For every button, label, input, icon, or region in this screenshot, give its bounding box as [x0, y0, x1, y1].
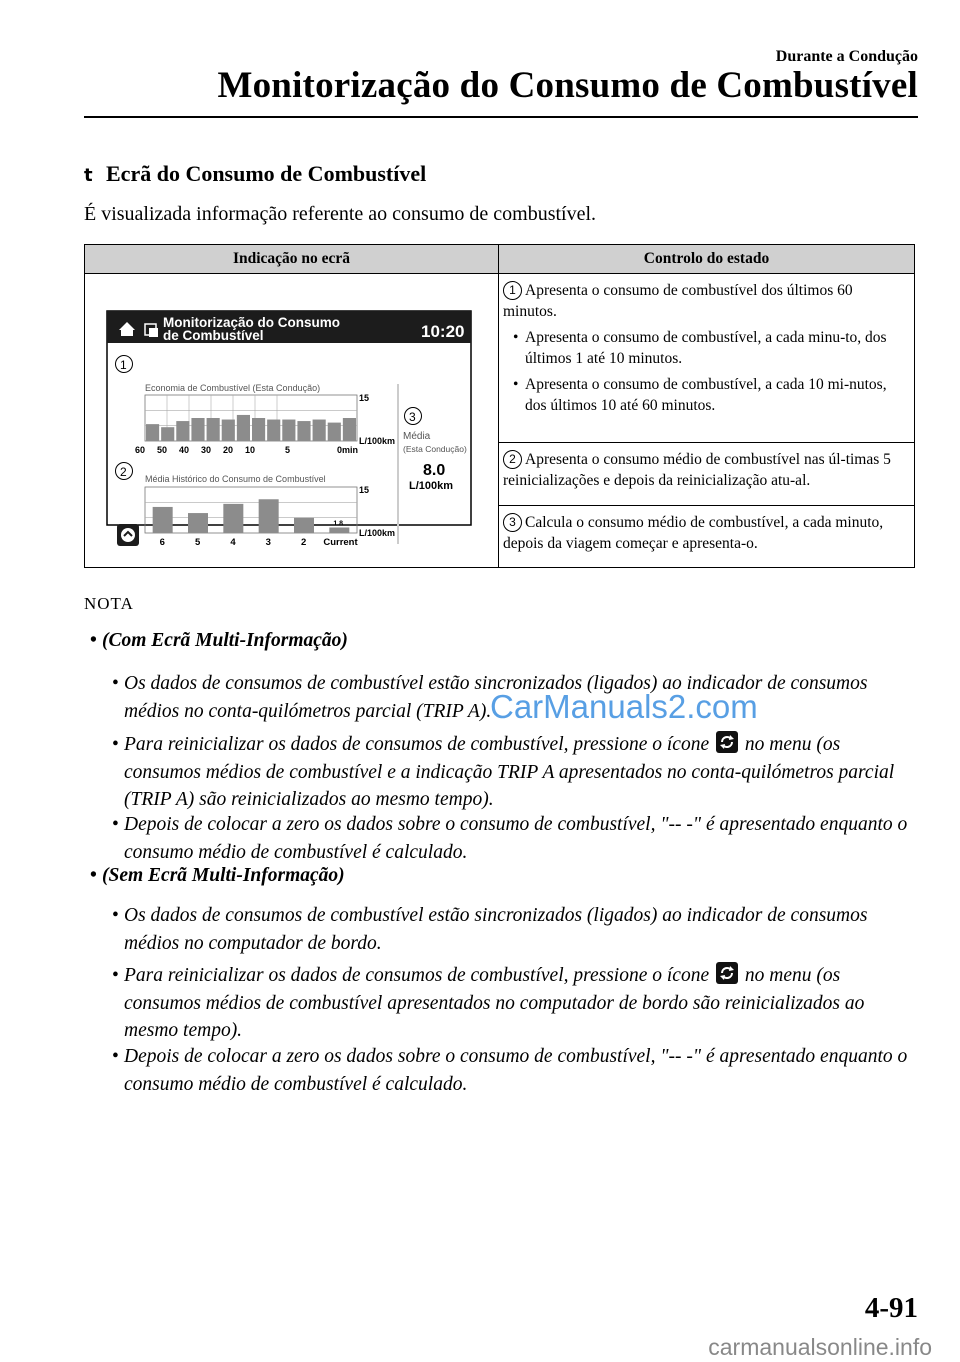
panel2-ymax: 15 [359, 485, 370, 495]
bar [267, 420, 280, 441]
note-group-2-title: • (Sem Ecrã Multi-Informação) [90, 865, 345, 886]
bar [252, 418, 265, 441]
x-tick-label: 50 [157, 445, 168, 455]
panel1-title: Economia de Combustível (Esta Condução) [145, 383, 321, 393]
bar [259, 499, 279, 533]
row-1-description [499, 274, 915, 443]
reset-icon[interactable] [117, 524, 139, 546]
reset-icon [716, 962, 738, 984]
bar [223, 504, 243, 533]
category-label: 5 [195, 537, 201, 548]
x-tick-label: 60 [135, 445, 146, 455]
bar [161, 427, 174, 441]
note-2-1: • Os dados de consumos de combustível estão sincronizados (ligados) ao indicador de consumos médios no computador de bordo. [112, 905, 868, 954]
note-1-1: • Os dados de consumos de combustível estão sincronizados (ligados) ao indicador de consumos médios no conta-quilómetros parcial (TRIP A). [112, 673, 868, 722]
bar [207, 418, 220, 441]
category-label: Current [323, 537, 358, 548]
bar [294, 518, 314, 533]
bar [313, 420, 326, 441]
category-label: 6 [159, 537, 165, 548]
row-3-text: Calcula o consumo médio de combustível, a cada minuto, depois da viagem começar e apresenta-o. [503, 513, 884, 552]
average-label: Média [403, 431, 431, 442]
note-label: NOTA [84, 594, 134, 613]
chapter-title: Durante a Condução [775, 48, 918, 65]
bar [343, 418, 356, 441]
section-marker: t [84, 165, 93, 186]
x-tick-label: 30 [201, 445, 212, 455]
screen-title-line1: Monitorização do Consumo [163, 315, 340, 330]
category-label: 3 [265, 537, 271, 548]
header-rule [84, 116, 918, 118]
panel2-title: Média Histórico do Consumo de Combustível [145, 474, 326, 484]
note-1-3: • Depois de colocar a zero os dados sobre o consumo de combustível, "-- -" é apresentado enquanto o consumo médio de combustível é calculado. [112, 814, 908, 863]
callout-3: 3 [409, 410, 416, 424]
note-group-1-title: • (Com Ecrã Multi-Informação) [90, 630, 348, 651]
number-3-marker: 3 [503, 513, 522, 532]
bar [222, 420, 235, 441]
row-1-bullet-1: • Apresenta o consumo de combustível, a cada minu-to, dos últimos 1 até 10 minutos. [513, 329, 887, 367]
category-label: 4 [230, 537, 236, 548]
screen-title-line2: de Combustível [163, 328, 264, 343]
x-tick-label: 20 [223, 445, 234, 455]
panel2-unit: L/100km [359, 528, 396, 538]
row-1-text: Apresenta o consumo de combustível dos últimos 60 minutos. [503, 282, 853, 320]
intro-text: É visualizada informação referente ao consumo de combustível. [84, 203, 597, 225]
table-header-status: Controlo do estado [499, 245, 915, 274]
x-tick-label: 10 [245, 445, 256, 455]
panel1-unit: L/100km [359, 436, 396, 446]
number-1-marker: 1 [503, 281, 522, 300]
bar [329, 527, 349, 533]
note-1-2: • Para reinicializar os dados de consumos de combustível, pressione o ícone no menu (os consumos médios de combustível e a indicação TRIP A apresentados no conta-quilómetros parcial (TRIP A) são reinicializados ao mesmo tempo). [124, 731, 914, 814]
section-title: Ecrã do Consumo de Combustível [106, 161, 427, 186]
bar [328, 423, 341, 441]
screen-illustration-cell [85, 274, 499, 568]
x-tick-label: 0min [337, 445, 359, 455]
bar [153, 507, 173, 533]
note-2-3: • Depois de colocar a zero os dados sobre o consumo de combustível, "-- -" é apresentado enquanto o consumo médio de combustível é calculado. [112, 1046, 908, 1095]
bar [297, 421, 310, 441]
row-1-bullet-2: • Apresenta o consumo de combustível, a cada 10 mi-nutos, dos últimos 10 até 60 minutos. [513, 376, 887, 414]
watermark: CarManuals2.com [490, 688, 758, 725]
bar [237, 415, 250, 441]
callout-1: 1 [120, 358, 127, 372]
bar [282, 420, 295, 441]
row-3-description [499, 505, 915, 567]
bar [146, 424, 159, 441]
bar [191, 418, 204, 441]
page-title: Monitorização do Consumo de Combustível [217, 65, 918, 106]
average-unit: L/100km [409, 480, 454, 492]
average-value: 8.0 [423, 462, 446, 479]
fuel-monitor-screen [85, 274, 496, 567]
bar [176, 421, 189, 441]
reset-icon [716, 731, 738, 753]
bar [188, 513, 208, 533]
table-header-row [85, 245, 915, 274]
panel1-ymax: 15 [359, 393, 370, 403]
x-tick-label: 40 [179, 445, 190, 455]
page-number: 4-91 [864, 1292, 918, 1324]
footer-site: carmanualsonline.info [708, 1334, 932, 1360]
x-tick-label: 5 [285, 445, 291, 455]
table-header-display: Indicação no ecrã [85, 245, 499, 274]
screen-clock: 10:20 [421, 322, 465, 341]
row-2-text: Apresenta o consumo médio de combustível nas úl-timas 5 reinicializações e depois da reinicialização atu-al. [503, 451, 891, 490]
category-label: 2 [301, 537, 307, 548]
table-row [85, 274, 915, 443]
number-2-marker: 2 [503, 450, 522, 469]
average-sublabel: (Esta Condução) [403, 444, 467, 454]
note-2-2: • Para reinicializar os dados de consumos de combustível, pressione o ícone no menu (os consumos médios de combustível apresentados no computador de bordo são reinicializados ao mesmo tempo). [124, 962, 914, 1045]
current-value-label: 1.8 [333, 520, 344, 528]
status-table [84, 244, 915, 568]
callout-2: 2 [120, 465, 127, 479]
row-2-description [499, 443, 915, 505]
